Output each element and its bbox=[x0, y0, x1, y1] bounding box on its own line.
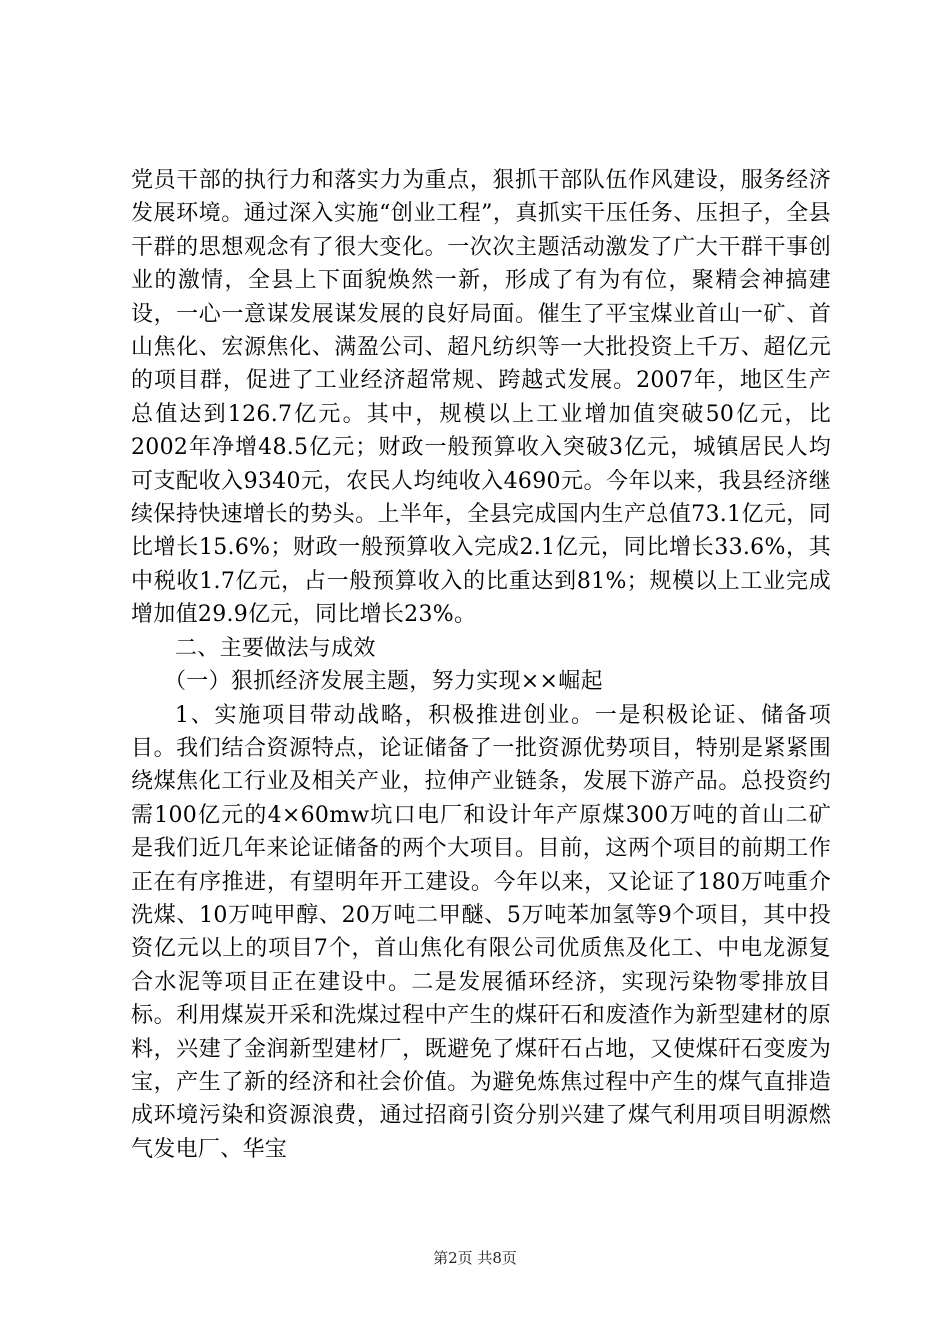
subsection-heading: （一）狠抓经济发展主题，努力实现××崛起 bbox=[164, 669, 603, 695]
paragraph-continuation: 党员干部的执行力和落实力为重点，狠抓干部队伍作风建设，服务经济发展环境。通过深入实施“创业工程”，真抓实干压任务、压担子，全县干群的思想观念有了很大变化。一次次主题活动激发了广大干群干事创业的激情，全县上下面貌焕然一新，形成了有为有位，聚精会神搞建设，一心一意谋发展谋发展的良好局面。催生了平宝煤业首山一矿、首山焦化、宏源焦化、满盈公司、超凡纺织等一大批投资上千万、超亿元的项目群，促进了工业经济超常规、跨越式发展。2007年，地区生产总值达到126.7亿元。其中，规模以上工业增加值突破50亿元，比2002年净增48.5亿元；财政一般预算收入突破3亿元，城镇居民人均可支配收入9340元，农民人均纯收入4690元。今年以来，我县经济继续保持快速增长的势头。上半年，全县完成国内生产总值73.1亿元，同比增长15.6%；财政一般预算收入完成2.1亿元，同比增长33.6%，其中税收1.7亿元，占一般预算收入的比重达到81%；规模以上工业完成增加值29.9亿元，同比增长23%。 bbox=[131, 168, 831, 628]
section-heading: 二、主要做法与成效 bbox=[175, 635, 376, 661]
paragraph-project-strategy: 1、实施项目带动战略，积极推进创业。一是积极论证、储备项目。我们结合资源特点，论证储备了一批资源优势项目，特别是紧紧围绕煤焦化工行业及相关产业，拉伸产业链条，发展下游产品。总投资约需100亿元的4×60mw坑口电厂和设计年产原煤300万吨的首山二矿是我们近几年来论证储备的两个大项目。目前，这两个项目的前期工作正在有序推进，有望明年开工建设。今年以来，又论证了180万吨重介洗煤、10万吨甲醇、20万吨二甲醚、5万吨苯加氢等9个项目，其中投资亿元以上的项目7个，首山焦化有限公司优质焦及化工、中电龙源复合水泥等项目正在建设中。二是发展循环经济，实现污染物零排放目标。利用煤炭开采和洗煤过程中产生的煤矸石和废渣作为新型建材的原料，兴建了金润新型建材厂，既避免了煤矸石占地，又使煤矸石变废为宝，产生了新的经济和社会价值。为避免炼焦过程中产生的煤气直排造成环境污染和资源浪费，通过招商引资分别兴建了煤气利用项目明源燃气发电厂、华宝 bbox=[131, 702, 831, 1162]
page-footer bbox=[0, 1248, 950, 1268]
document-body bbox=[131, 164, 831, 1166]
total-pages: 共8页 bbox=[477, 1249, 517, 1267]
page-number: 第2页 bbox=[433, 1249, 473, 1267]
